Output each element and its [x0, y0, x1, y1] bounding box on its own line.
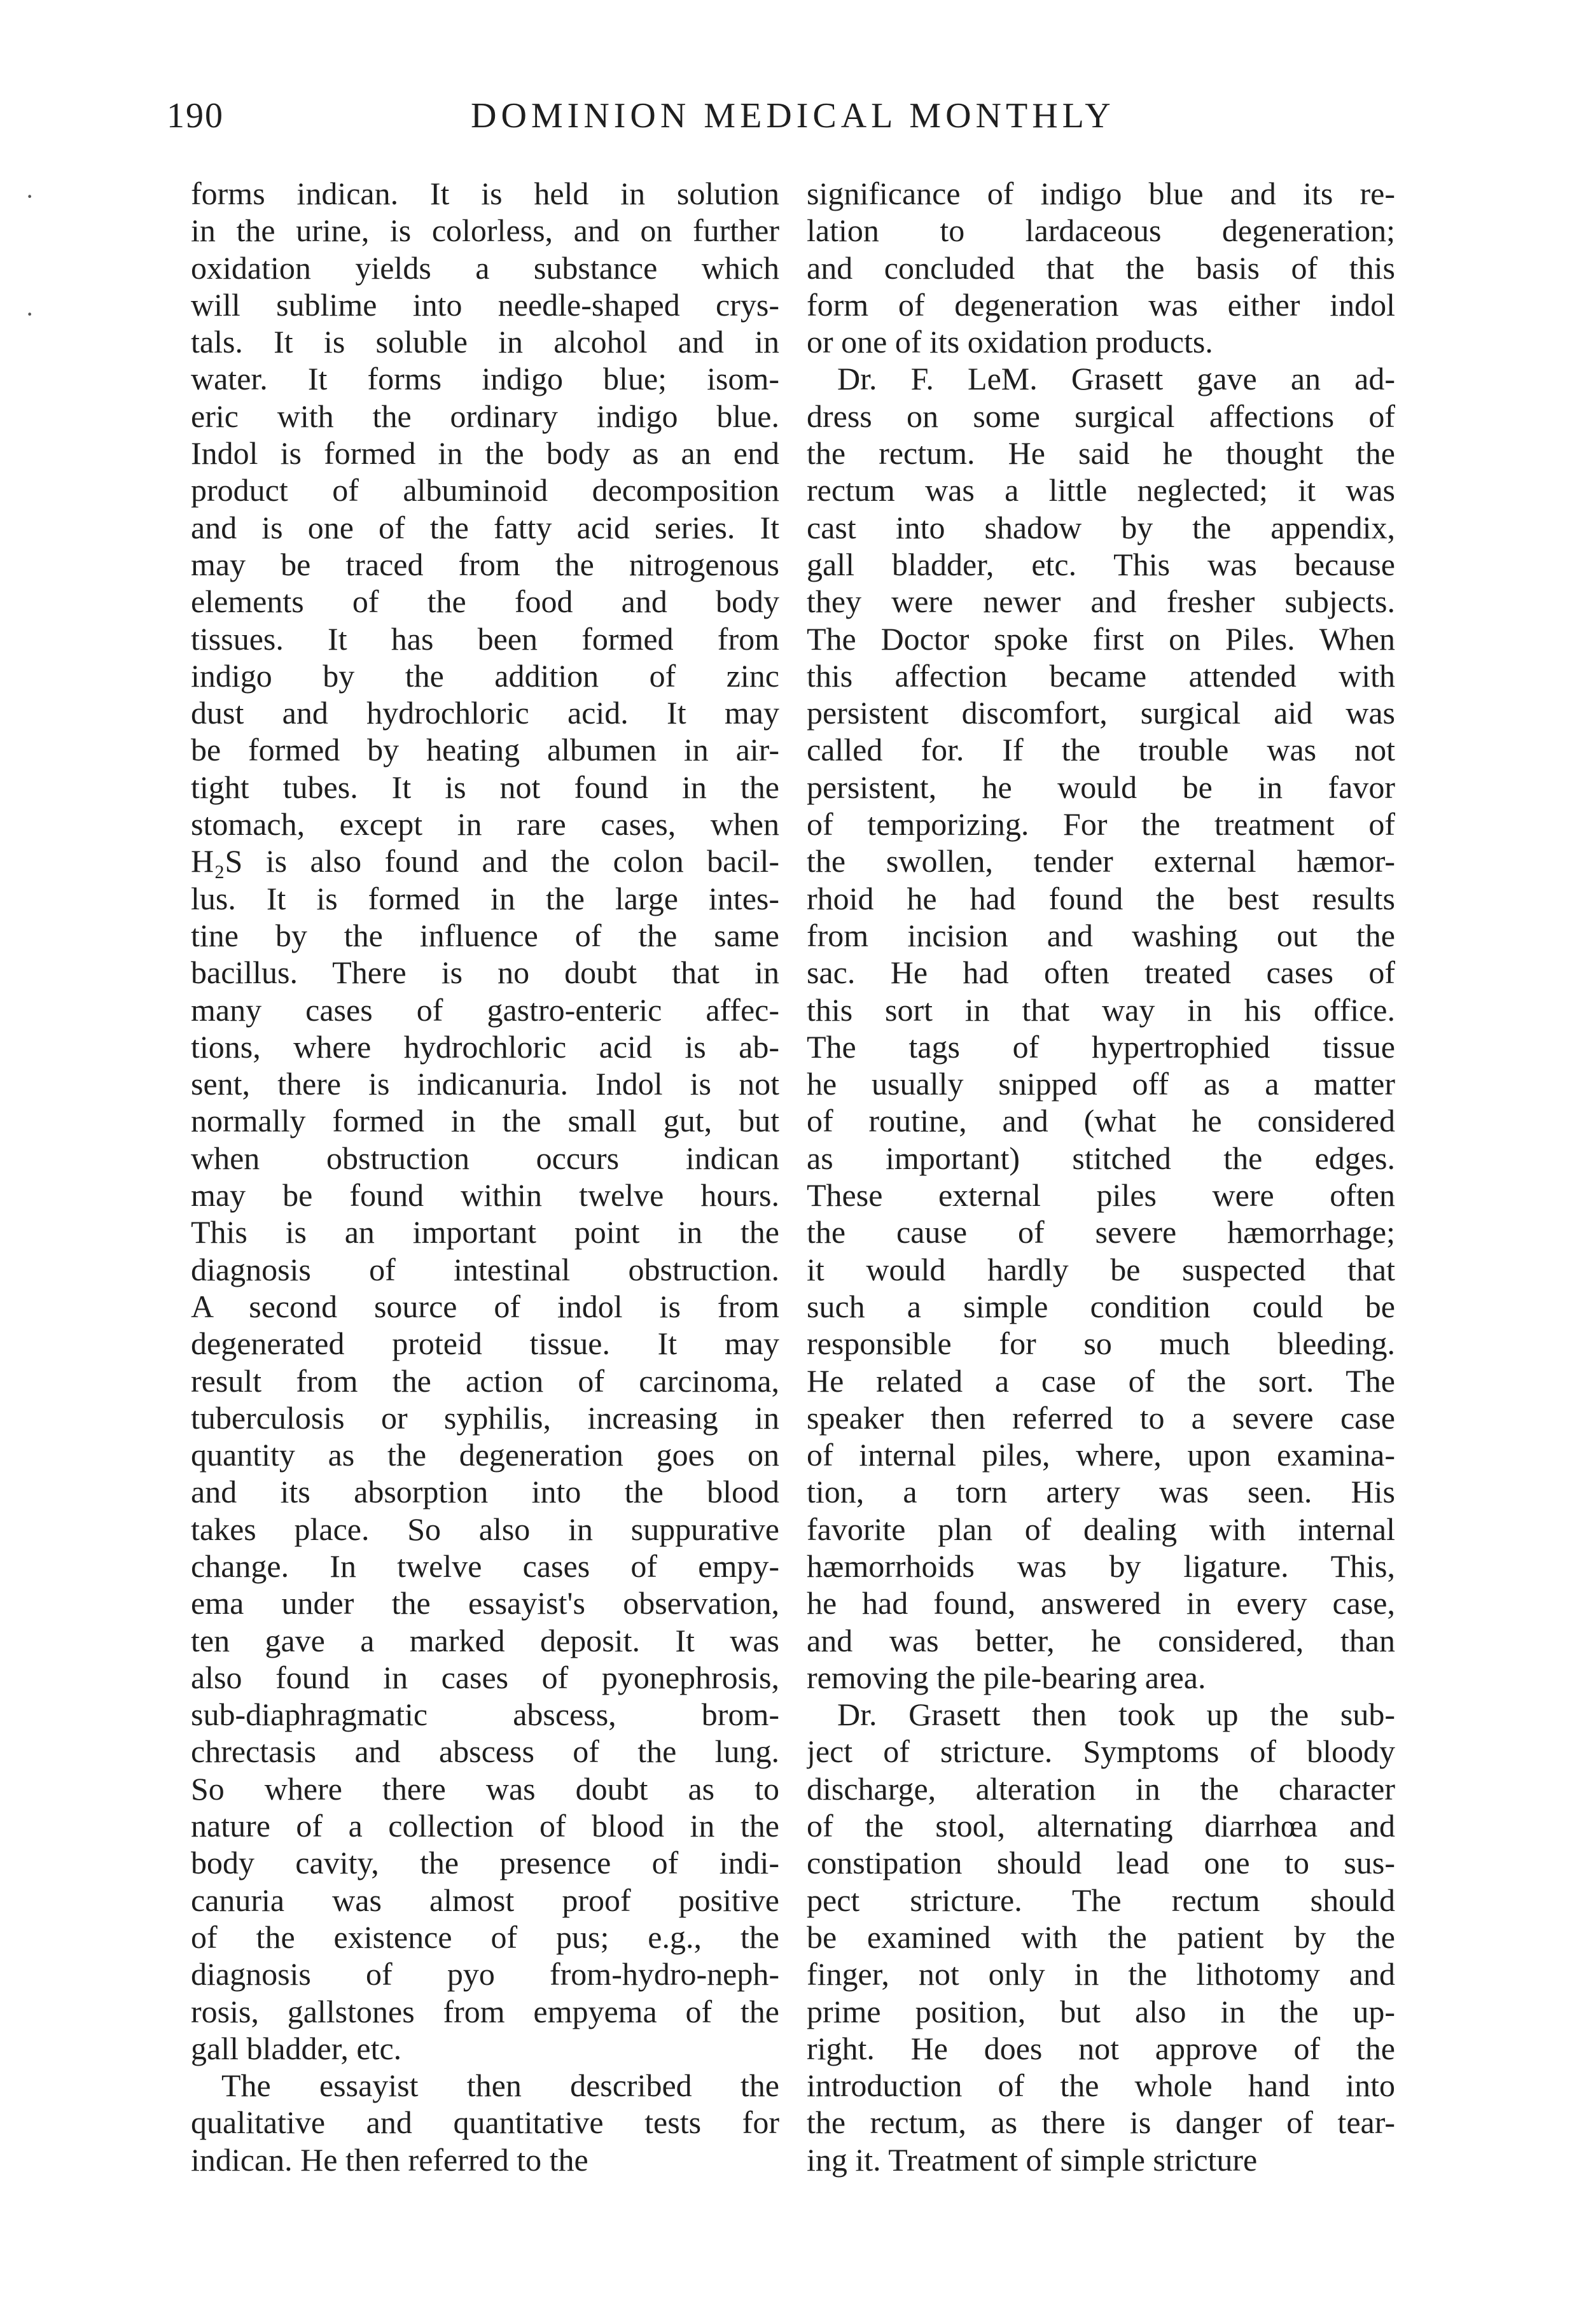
text-line: The essayist then described the [221, 2068, 779, 2104]
text-line: prime position, but also in the up- [807, 1993, 1395, 2029]
text-line: tuberculosis or syphilis, increasing in [191, 1399, 779, 1436]
text-line: ject of stricture. Symptoms of bloody [807, 1733, 1395, 1770]
text-line: takes place. So also in suppurative [191, 1511, 779, 1547]
text-line: right. He does not approve of the [807, 2030, 1395, 2066]
text-line: or one of its oxidation products. [807, 324, 1213, 360]
text-line: Dr. Grasett then took up the sub- [837, 1697, 1395, 1733]
text-line: introduction of the whole hand into [807, 2068, 1395, 2104]
text-line: this sort in that way in his office. [807, 991, 1395, 1028]
text-line: body cavity, the presence of indi- [191, 1845, 779, 1881]
margin-speck: · [25, 300, 34, 328]
right-text-column [807, 175, 1395, 2199]
text-line: significance of indigo blue and its re- [807, 176, 1395, 211]
text-line: rectum was a little neglected; it was [807, 472, 1395, 508]
text-line: speaker then referred to a severe case [807, 1399, 1395, 1436]
text-line: he usually snipped off as a matter [807, 1066, 1395, 1102]
text-line: nature of a collection of blood in the [191, 1808, 779, 1844]
text-line: favorite plan of dealing with internal [807, 1511, 1395, 1547]
text-line: and concluded that the basis of this [807, 249, 1395, 286]
text-line: sub-diaphragmatic abscess, brom- [191, 1697, 779, 1733]
text-line: He related a case of the sort. The [807, 1362, 1395, 1399]
text-line: finger, not only in the lithotomy and [807, 1956, 1395, 1992]
text-line: gall bladder, etc. This was because [807, 546, 1395, 582]
text-line: will sublime into needle-shaped crys- [191, 286, 779, 323]
text-line: The tags of hypertrophied tissue [807, 1028, 1395, 1065]
text-line: rosis, gallstones from empyema of the [191, 1993, 779, 2029]
text-line: This is an important point in the [191, 1214, 779, 1250]
text-line: qualitative and quantitative tests for [191, 2104, 779, 2141]
text-line: the rectum. He said he thought the [807, 435, 1395, 472]
text-line: persistent discomfort, surgical aid was [807, 695, 1395, 731]
text-line: from incision and washing out the [807, 917, 1395, 953]
text-line: as important) stitched the edges. [807, 1140, 1395, 1176]
text-line: of routine, and (what he considered [807, 1103, 1395, 1139]
text-line: responsible for so much bleeding. [807, 1326, 1395, 1362]
text-line: water. It forms indigo blue; isom- [191, 361, 779, 397]
text-line: ing it. Treatment of simple stricture [807, 2141, 1258, 2178]
text-line: tine by the influence of the same [191, 917, 779, 953]
text-line: indigo by the addition of zinc [191, 657, 779, 694]
text-line: in the urine, is colorless, and on further [191, 213, 779, 249]
text-line: stomach, except in rare cases, when [191, 806, 779, 843]
text-line: this affection became attended with [807, 657, 1395, 694]
text-line: such a simple condition could be [807, 1288, 1395, 1324]
text-line: tals. It is soluble in alcohol and in [191, 324, 779, 360]
text-line: tight tubes. It is not found in the [191, 769, 779, 805]
text-line: forms indican. It is held in solution [191, 176, 779, 211]
text-line: quantity as the degeneration goes on [191, 1437, 779, 1473]
text-line: removing the pile-bearing area. [807, 1659, 1206, 1695]
text-line: H₂S is also found and the colon bacil- [191, 843, 779, 879]
text-line: A second source of indol is from [191, 1288, 779, 1324]
text-line: of internal piles, where, upon examina- [807, 1437, 1395, 1473]
text-line: tions, where hydrochloric acid is ab- [191, 1028, 779, 1065]
text-line: may be traced from the nitrogenous [191, 546, 779, 582]
text-line: pect stricture. The rectum should [807, 1882, 1395, 1918]
text-line: the swollen, tender external hæmor- [807, 843, 1395, 879]
text-line: Indol is formed in the body as an end [191, 435, 779, 472]
text-line: ten gave a marked deposit. It was [191, 1622, 779, 1658]
text-line: The Doctor spoke first on Piles. When [807, 620, 1395, 657]
text-line: result from the action of carcinoma, [191, 1362, 779, 1399]
text-line: persistent, he would be in favor [807, 769, 1395, 805]
running-head: DOMINION MEDICAL MONTHLY [471, 96, 1115, 136]
page-number: 190 [167, 96, 224, 136]
text-line: oxidation yields a substance which [191, 249, 779, 286]
text-line: These external piles were often [807, 1177, 1395, 1214]
text-line: sent, there is indicanuria. Indol is not [191, 1066, 779, 1102]
text-line: dress on some surgical affections of [807, 398, 1395, 434]
text-line: Dr. F. LeM. Grasett gave an ad- [837, 361, 1395, 397]
text-line: tissues. It has been formed from [191, 620, 779, 657]
text-line: and is one of the fatty acid series. It [191, 509, 779, 545]
text-line: constipation should lead one to sus- [807, 1845, 1395, 1881]
text-line: change. In twelve cases of empy- [191, 1548, 779, 1584]
text-line: hæmorrhoids was by ligature. This, [807, 1548, 1395, 1584]
text-line: of the stool, alternating diarrhœa and [807, 1808, 1395, 1844]
text-line: diagnosis of intestinal obstruction. [191, 1251, 779, 1287]
text-line: called for. If the trouble was not [807, 732, 1395, 768]
text-line: the cause of severe hæmorrhage; [807, 1214, 1395, 1250]
margin-speck: · [25, 182, 34, 211]
text-line: dust and hydrochloric acid. It may [191, 695, 779, 731]
text-line: diagnosis of pyo from-hydro-neph- [191, 1956, 779, 1992]
text-line: lus. It is formed in the large intes- [191, 880, 779, 916]
text-line: may be found within twelve hours. [191, 1177, 779, 1214]
text-line: elements of the food and body [191, 584, 779, 620]
text-line: it would hardly be suspected that [807, 1251, 1395, 1287]
text-line: gall bladder, etc. [191, 2030, 402, 2066]
text-line: indican. He then referred to the [191, 2141, 588, 2178]
text-line: degenerated proteid tissue. It may [191, 1326, 779, 1362]
text-line: of temporizing. For the treatment of [807, 806, 1395, 843]
text-line: rhoid he had found the best results [807, 880, 1395, 916]
text-line: eric with the ordinary indigo blue. [191, 398, 779, 434]
text-line: sac. He had often treated cases of [807, 955, 1395, 991]
text-line: when obstruction occurs indican [191, 1140, 779, 1176]
left-text-column [191, 175, 779, 2199]
text-line: bacillus. There is no doubt that in [191, 955, 779, 991]
text-line: be formed by heating albumen in air- [191, 732, 779, 768]
text-line: lation to lardaceous degeneration; [807, 213, 1395, 249]
text-line: discharge, alteration in the character [807, 1770, 1395, 1807]
text-line: of the existence of pus; e.g., the [191, 1919, 779, 1955]
text-line: many cases of gastro-enteric affec- [191, 991, 779, 1028]
text-line: the rectum, as there is danger of tear- [807, 2104, 1395, 2141]
text-line: be examined with the patient by the [807, 1919, 1395, 1955]
text-line: form of degeneration was either indol [807, 286, 1395, 323]
text-line: ema under the essayist's observation, [191, 1585, 779, 1621]
text-line: and was better, he considered, than [807, 1622, 1395, 1658]
text-line: and its absorption into the blood [191, 1474, 779, 1510]
text-line: cast into shadow by the appendix, [807, 509, 1395, 545]
text-line: tion, a torn artery was seen. His [807, 1474, 1395, 1510]
text-line: they were newer and fresher subjects. [807, 584, 1395, 620]
text-line: also found in cases of pyonephrosis, [191, 1659, 779, 1695]
text-line: product of albuminoid decomposition [191, 472, 779, 508]
text-line: normally formed in the small gut, but [191, 1103, 779, 1139]
text-line: canuria was almost proof positive [191, 1882, 779, 1918]
text-line: chrectasis and abscess of the lung. [191, 1733, 779, 1770]
text-line: So where there was doubt as to [191, 1770, 779, 1807]
text-line: he had found, answered in every case, [807, 1585, 1395, 1621]
